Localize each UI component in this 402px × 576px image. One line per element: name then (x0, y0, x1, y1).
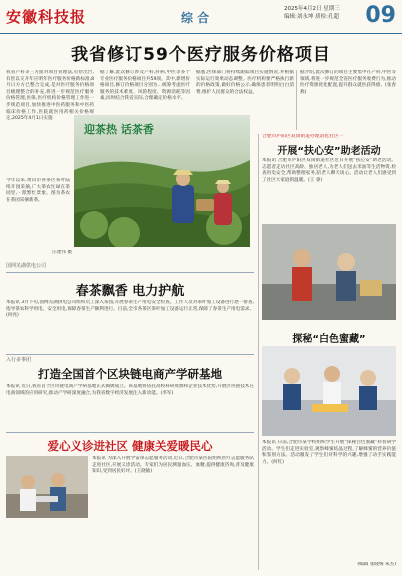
main-headline: 我省修订59个医疗服务价格项目 (71, 45, 331, 65)
right-body-honey: 本报讯 日前,合肥市某学校组织学生开展“探秘白色蜜藏”科普研学活动。学生们走进实验室,观察蜂蜜结晶过程,了解蜂蜜的营养价值和鉴别方法。活动激发了学生们对科学的兴趣,增强了动手实践能力。(何红) (262, 440, 396, 465)
lead-col-2: 据了解,此次修订涉及产科,肝病,中医等多个专业医疗服务价格项目共59项。其中,新增价格项目,修订价格项目分别为…统筹考虑医疗服务的技术难度、风险程度、资源消耗等因素,同时结合我省实际,合理确定价格水平。 (100, 70, 190, 102)
lead-col-4: 据介绍,此次修订的项目主要集中在产科,中医等领域,将进一步规范全省医疗服务收费行为,推动医疗资源优化配置,提升群众就医获得感。(张春燕) (300, 70, 396, 95)
date-line: 2025年4月2日 星期三 (284, 6, 340, 12)
tea-picking-photo (74, 115, 250, 247)
lead-col-1: 我省产科等三方面对项目管理法,有偿出台,有偿以交开年应明年医疗服务价格新标准,8月日方方已整合完成,是对医疗服务价格项目梳理整合的补充,将进一步规范医疗服务价格管理,医保,医疗机构价格管理工作进一步规范项目,加快推进中医药服务和中医药临床价格工作,医院就医用药相关价格规定,2025年4月1日实施 (6, 70, 94, 122)
photo-title: 迎茶热 话茶香 (84, 123, 154, 136)
masthead (0, 0, 402, 34)
newspaper-name: 安徽科技报 (6, 8, 87, 26)
clinic-photo (6, 456, 88, 518)
photo-credit: 汪建伟 摄 (52, 250, 72, 255)
section-rule (6, 354, 254, 355)
section-title-blockchain: 打造全国首个区块链电商产学研基地 (38, 367, 222, 381)
honey-lab-photo (262, 346, 396, 436)
unit-tag: 国网芜湖供电公司 (6, 263, 47, 269)
column-divider (296, 70, 297, 130)
right-body-elderly: 本报讯 合肥市庐阳区双岗街道社区近日开展“扶心安”助老活动。志愿者走访社区高龄、独居老人,为老人们送去米油等生活物资,检查用电安全,帮助整理家务,陪老人聊天谈心。活动让老人们感受到了社区大家庭的温暖。(王 睿) (262, 158, 396, 183)
right-title-honey: 探秘“白色蜜藏” (292, 334, 366, 345)
column-tag: 入行多事团 (6, 357, 32, 363)
section-label: 综 合 (181, 11, 210, 25)
editor-footer: (编辑 张晓梅 朱杰) (357, 562, 396, 567)
section-title-clinic: 爱心义诊进社区 健康关爱暖民心 (47, 439, 213, 453)
editor-line: 编辑:刘永坤 质检:孔超 (284, 14, 339, 20)
column-divider (258, 134, 259, 570)
section-body-blockchain: 本报讯 近日,我省首个区块链电商产学研基地正式揭牌成立。该基地将依托高校科研资源和企业技术优势,开展区块链技术在电商领域的应用研究,推动产学研深度融合,为我省数字经济发展注入新动能。(李军) (6, 384, 254, 396)
section-rule (6, 432, 254, 433)
section-rule (6, 272, 254, 273)
date-block (284, 5, 340, 21)
right-title-elderly: 开展“扶心安”助老活动 (277, 146, 381, 157)
section-body-power: 本报讯 3月下旬,国网芜湖供电公司组织员工深入茶园,开展春茶生产用电安全检查。工作人员对茶叶加工设备进行逐一排查,指导茶农科学用电、安全用电,保障春茶生产顺利进行。目前,全市各茶区茶叶加工设备运行正常,保障了春茶生产用电需求。(何亮) (6, 300, 254, 319)
right-column-tag: 合肥市庐阳区双岗街道办理消化社区一 (262, 134, 344, 139)
lead-col-3: 据悉,医保部门将持续跟踪项目实施情况,并根据实际运行效果动态调整。医疗机构要严格执行新的价格政策,做好价格公示,确保患者明明白白消费,维护人民群众的合法权益。 (196, 70, 294, 95)
photo-caption: 今年以来,黄山市各茶区茶叶陆续开园采摘,广大茶农忙碌在茶园里,一派繁忙景象。图为茶农在茶园采摘新茶。 (6, 178, 70, 203)
section-title-power: 春茶飘香 电力护航 (75, 284, 185, 299)
elderly-care-photo (262, 224, 396, 320)
section-body-clinic: 本报讯 为深入开展学雷锋志愿服务活动,近日,合肥市某医院组织医疗志愿服务队走进社区,开展义诊活动。专家们为居民测量血压、血糖,提供健康咨询,普及健康知识,受到居民好评。(王晓敏) (92, 456, 254, 475)
page-number: 09 (365, 3, 396, 28)
